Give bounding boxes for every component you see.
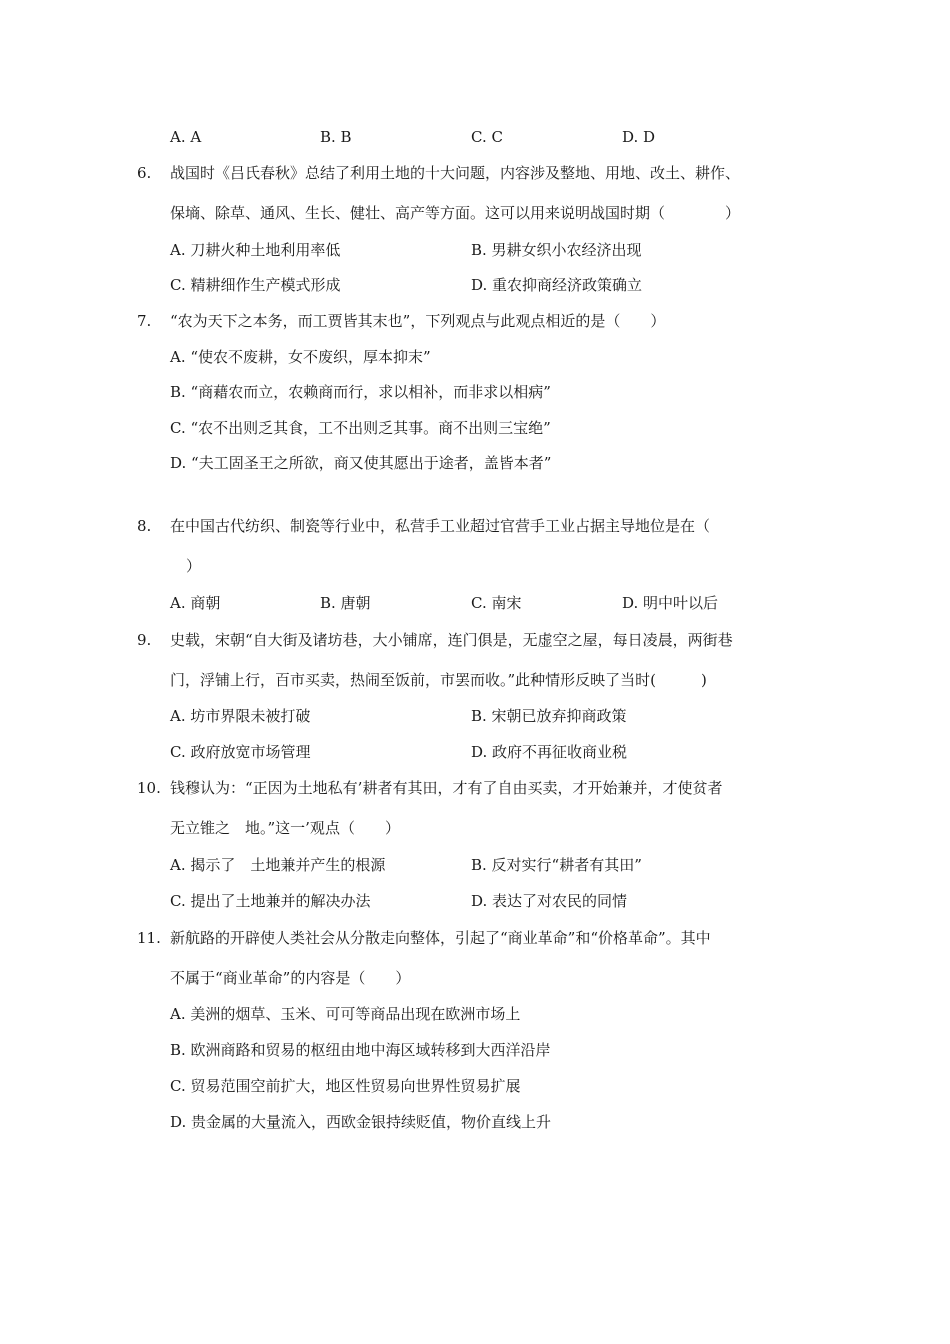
question-stem: 在中国古代纺织、制瓷等行业中，私营手工业超过官营手工业占据主导地位是在（ <box>170 517 711 535</box>
option-b: B. 反对实行“耕者有其田” <box>471 856 642 874</box>
question-stem: 钱穆认为：“正因为土地私有’耕者有其田，才有了自由买卖，才开始兼并，才使贫者 <box>170 779 723 797</box>
option-c: C. 政府放宽市场管理 <box>170 743 311 761</box>
option-b: B. 欧洲商路和贸易的枢纽由地中海区域转移到大西洋沿岸 <box>170 1041 551 1059</box>
q5-option-c: C. C <box>471 128 503 146</box>
question-stem: 新航路的开辟使人类社会从分散走向整体，引起了“商业革命”和“价格革命”。其中 <box>170 929 711 947</box>
question-stem: 保墒、除草、通风、生长、健壮、高产等方面。这可以用来说明战国时期（ ） <box>170 204 741 222</box>
option-d: D. 贵金属的大量流入，西欧金银持续贬值，物价直线上升 <box>170 1113 552 1131</box>
question-number: 9. <box>137 631 152 649</box>
question-stem: 不属于“商业革命”的内容是（ ） <box>170 969 411 987</box>
option-d: D. 表达了对农民的同情 <box>471 892 628 910</box>
option-b: B. 宋朝已放弃抑商政策 <box>471 707 627 725</box>
question-stem: 史载，宋朝“自大街及诸坊巷，大小铺席，连门俱是，无虚空之屋，每日凌晨，两街巷 <box>170 631 733 649</box>
option-b: B. “商藉农而立，农赖商而行，求以相补，而非求以相病” <box>170 383 551 401</box>
q5-option-b: B. B <box>320 128 352 146</box>
question-stem: 门，浮铺上行，百市买卖，热闹至饭前，市罢而收。”此种情形反映了当时( ) <box>170 671 707 689</box>
question-stem: 无立锥之 地。”这一’观点（ ） <box>170 819 400 837</box>
option-c: C. 贸易范围空前扩大，地区性贸易向世界性贸易扩展 <box>170 1077 521 1095</box>
option-a: A. 刀耕火种土地利用率低 <box>170 241 341 259</box>
option-a: A. 商朝 <box>170 594 221 612</box>
option-b: B. 唐朝 <box>320 594 371 612</box>
question-number: 10. <box>137 779 161 797</box>
option-d: D. 重农抑商经济政策确立 <box>471 276 643 294</box>
question-number: 8. <box>137 517 152 535</box>
option-d: D. 明中叶以后 <box>622 594 719 612</box>
q5-option-a: A. A <box>170 128 202 146</box>
option-d: D. “夫工固圣王之所欲，商又使其愿出于途者，盖皆本者” <box>170 454 552 472</box>
option-c: C. 南宋 <box>471 594 522 612</box>
question-number: 11. <box>137 929 161 947</box>
q5-option-d: D. D <box>622 128 656 146</box>
question-number: 7. <box>137 312 152 330</box>
question-stem: “农为天下之本务，而工贾皆其末也”，下列观点与此观点相近的是（ ） <box>170 312 666 330</box>
question-stem: 战国时《吕氏春秋》总结了利用土地的十大问题，内容涉及整地、用地、改土、耕作、 <box>170 164 741 182</box>
option-d: D. 政府不再征收商业税 <box>471 743 628 761</box>
question-number: 6. <box>137 164 152 182</box>
option-c: C. “农不出则乏其食，工不出则乏其事。商不出则三宝绝” <box>170 419 551 437</box>
option-a: A. 揭示了 土地兼并产生的根源 <box>170 856 386 874</box>
option-c: C. 精耕细作生产模式形成 <box>170 276 341 294</box>
option-a: A. 坊市界限未被打破 <box>170 707 311 725</box>
option-a: A. “使农不废耕，女不废织，厚本抑末” <box>170 348 431 366</box>
option-a: A. 美洲的烟草、玉米、可可等商品出现在欧洲市场上 <box>170 1005 521 1023</box>
option-c: C. 提出了土地兼并的解决办法 <box>170 892 371 910</box>
question-stem: ） <box>186 557 202 575</box>
option-b: B. 男耕女织小农经济出现 <box>471 241 642 259</box>
